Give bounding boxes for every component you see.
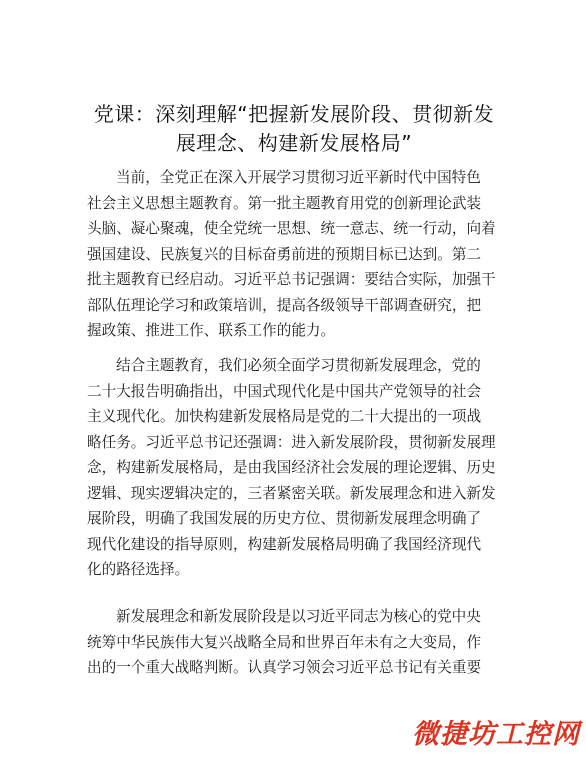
text-line: 强国建设、民族复兴的目标奋勇前进的预期目标已达到。第二 bbox=[87, 245, 482, 263]
text-line: 统筹中华民族伟大复兴战略全局和世界百年未有之大变局，作 bbox=[87, 633, 482, 651]
text-line: 现代化建设的指导原则，构建新发展格局明确了我国经济现代 bbox=[87, 535, 482, 553]
text-line: 略任务。习近平总书记还强调：进入新发展阶段，贯彻新发展理 bbox=[87, 433, 496, 451]
site-watermark: 微捷坊工控网 bbox=[412, 719, 580, 750]
paragraph-1 bbox=[87, 165, 499, 344]
text-line: 社会主义思想主题教育。第一批主题教育用党的创新理论武装 bbox=[87, 194, 482, 212]
text-line: 头脑、凝心聚魂，使全党统一思想、统一意志、统一行动，向着 bbox=[87, 220, 496, 237]
text-line: 展阶段，明确了我国发展的历史方位、贯彻新发展理念明确了 bbox=[87, 510, 482, 527]
title-line-1: 党课：深刻理解“把握新发展阶段、贯彻新发 bbox=[93, 102, 495, 126]
text-line: 新发展理念和新发展阶段是以习近平同志为核心的党中央 bbox=[116, 608, 481, 625]
text-line: 握政策、推进工作、联系工作的能力。 bbox=[87, 322, 336, 339]
text-line: 当前，全党正在深入开展学习贯彻习近平新时代中国特色 bbox=[116, 169, 481, 186]
text-line: 逻辑、现实逻辑决定的，三者紧密关联。新发展理念和进入新发 bbox=[87, 484, 496, 502]
text-line: 化的路径选择。 bbox=[87, 561, 190, 578]
text-line: 二十大报告明确指出，中国式现代化是中国共产党领导的社会 bbox=[87, 382, 482, 400]
text-line: 部队伍理论学习和政策培训，提高各级领导干部调查研究，把 bbox=[87, 296, 482, 314]
text-line: 批主题教育已经启动。习近平总书记强调：要结合实际，加强干 bbox=[87, 271, 496, 288]
paragraph-2 bbox=[87, 353, 499, 583]
text-line: 出的一个重大战略判断。认真学习领会习近平总书记有关重要 bbox=[87, 659, 482, 676]
document-title bbox=[84, 100, 504, 158]
text-line: 念，构建新发展格局，是由我国经济社会发展的理论逻辑、历史 bbox=[87, 459, 496, 476]
text-line: 主义现代化。加快构建新发展格局是党的二十大提出的一项战 bbox=[87, 408, 482, 425]
text-line: 结合主题教育，我们必须全面学习贯彻新发展理念，党的 bbox=[116, 357, 481, 374]
paragraph-3 bbox=[87, 604, 499, 681]
title-line-2: 展理念、构建新发展格局” bbox=[175, 131, 413, 155]
